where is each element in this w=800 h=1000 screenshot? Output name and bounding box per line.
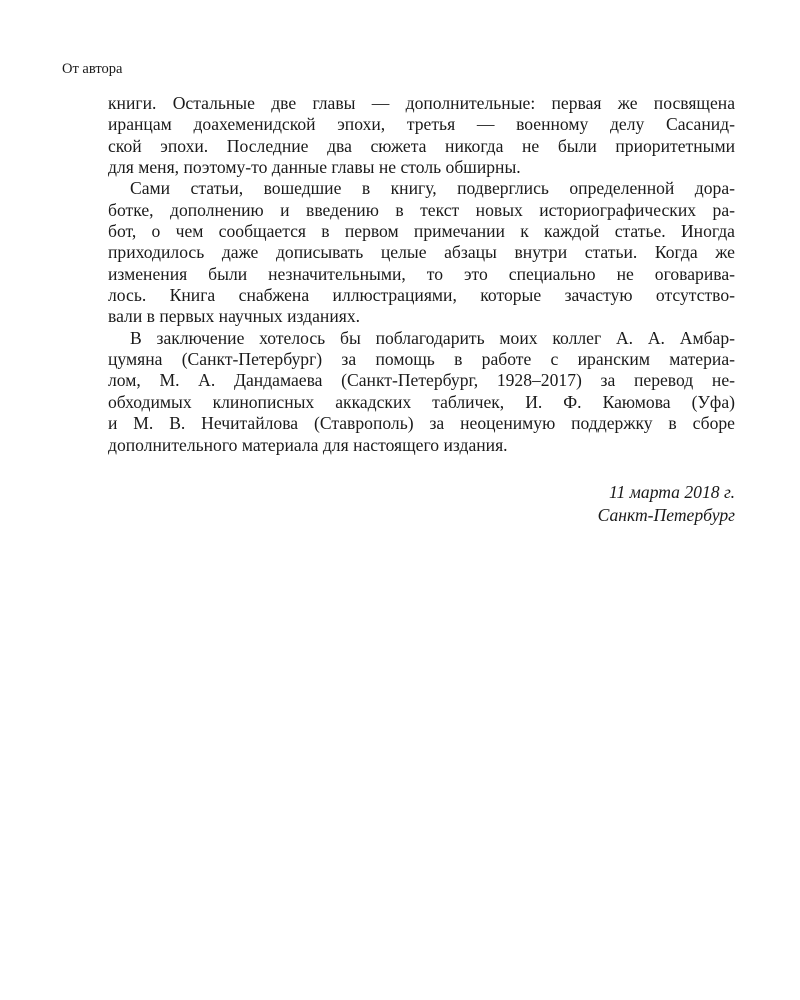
text-line: и М. В. Нечитайлова (Ставрополь) за неоценимую поддержку в сборе (108, 413, 735, 434)
text-line: ботке, дополнению и введению в текст новых историографических ра- (108, 199, 735, 220)
text-line: В заключение хотелось бы поблагодарить моих коллег А. А. Амбар- (130, 327, 735, 348)
text-line: обходимых клинописных аккадских табличек, И. Ф. Каюмова (Уфа) (108, 391, 735, 412)
text-line: книги. Остальные две главы — дополнительные: первая же посвящена (108, 93, 735, 113)
text-line: лось. Книга снабжена иллюстрациями, которые зачастую отсутство- (108, 285, 735, 306)
running-head: От автора (62, 61, 123, 77)
signature (598, 481, 735, 527)
text-line: приходилось даже дописывать целые абзацы внутри статьи. Когда же (108, 242, 735, 263)
body-text (108, 93, 735, 456)
text-line: для меня, поэтому-то данные главы не столь обширны. (108, 157, 521, 178)
text-line: иранцам доахеменидской эпохи, третья — военному делу Сасанид- (108, 114, 735, 135)
text-line: бот, о чем сообщается в первом примечании к каждой статье. Иногда (108, 221, 735, 242)
signature-date: 11 марта 2018 г. (608, 482, 735, 502)
text-line: лом, М. А. Дандамаева (Санкт-Петербург, 1928–2017) за перевод не- (108, 370, 735, 391)
text-line: изменения были незначительными, то это специально не оговарива- (108, 263, 735, 284)
text-line: цумяна (Санкт-Петербург) за помощь в работе с иранским материа- (108, 349, 735, 370)
signature-place: Санкт-Петербург (597, 505, 735, 525)
text-line: дополнительного материала для настоящего издания. (108, 434, 508, 455)
text-line: вали в первых научных изданиях. (108, 306, 361, 327)
text-line: Сами статьи, вошедшие в книгу, подверглись определенной дора- (130, 178, 735, 199)
text-line: ской эпохи. Последние два сюжета никогда не были приоритетными (108, 135, 735, 156)
